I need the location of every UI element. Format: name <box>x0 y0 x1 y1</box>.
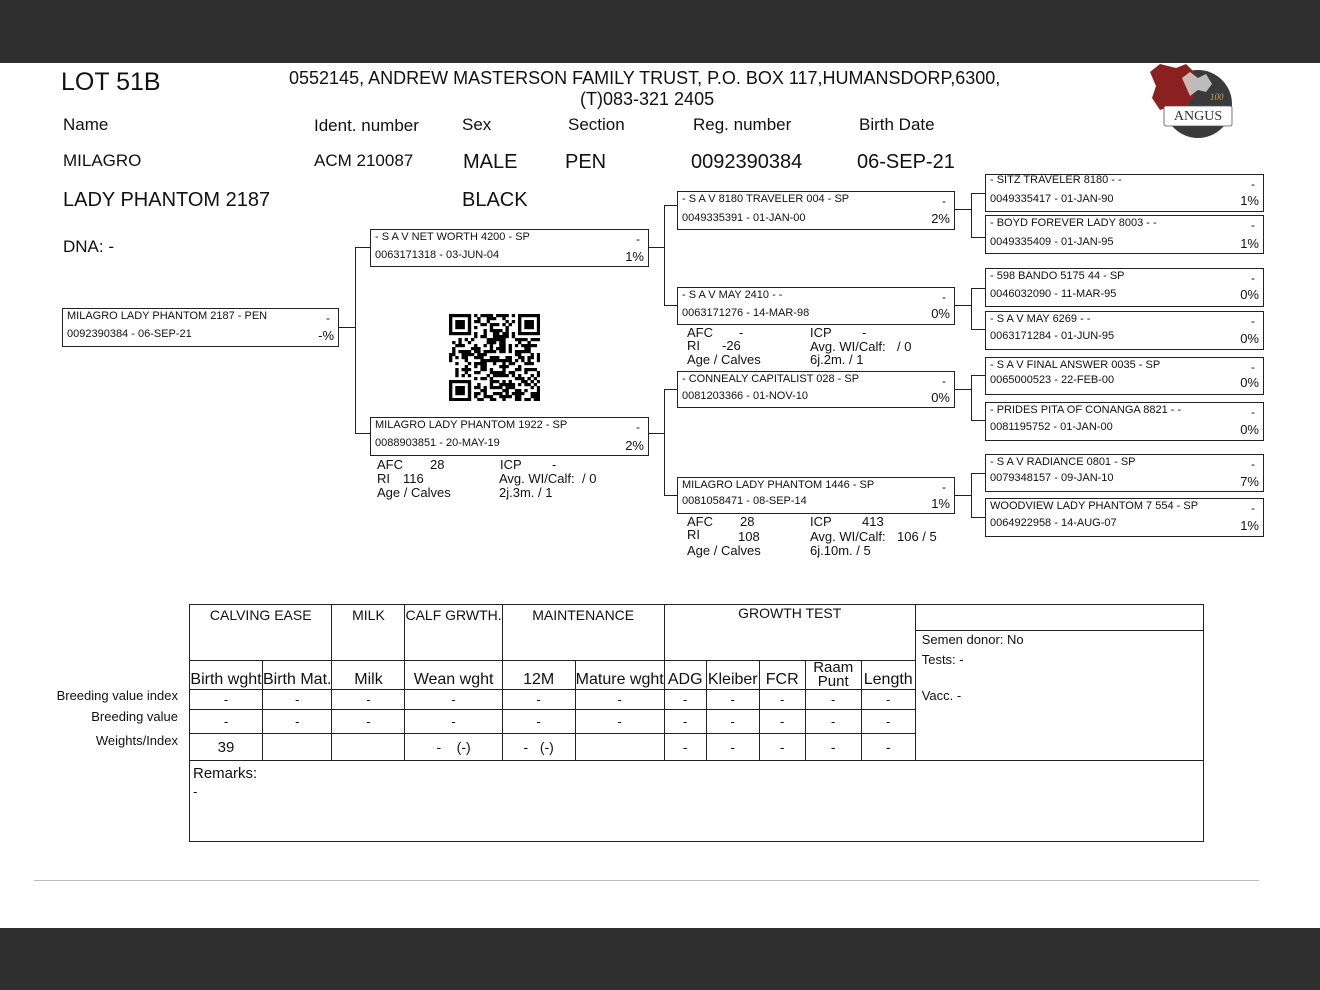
avg-label: Avg. WI/Calf: <box>810 339 886 354</box>
svg-text:100: 100 <box>1210 92 1224 102</box>
birth-date: 06-SEP-21 <box>857 151 955 173</box>
group-calving-ease: CALVING EASE <box>190 605 332 661</box>
bvi-cell: - <box>575 690 664 710</box>
wi-cell <box>575 734 664 761</box>
row-label-bvi: Breeding value index <box>56 688 178 703</box>
wi-cell: - <box>706 734 759 761</box>
percentage: 1% <box>625 249 644 264</box>
breeding-values-table <box>189 604 1204 842</box>
icp-label: ICP <box>810 514 832 529</box>
reg-date: 0081195752 - 01-JAN-00 <box>990 421 1113 433</box>
ri-value: 108 <box>738 529 760 544</box>
dash: - <box>1251 271 1255 285</box>
dash: - <box>942 374 946 388</box>
bottom-bar <box>0 928 1320 990</box>
animal-name-1: MILAGRO <box>63 151 142 170</box>
row-label-bv: Breeding value <box>91 709 178 724</box>
animal-name: - CONNEALY CAPITALIST 028 - SP <box>682 373 860 385</box>
label-reg: Reg. number <box>693 115 792 134</box>
percentage: -% <box>318 328 334 343</box>
animal-name: MILAGRO LADY PHANTOM 2187 - PEN <box>67 310 268 322</box>
percentage: 2% <box>931 211 950 226</box>
age-value: 6j.2m. / 1 <box>810 352 864 367</box>
remarks-text: - <box>193 784 198 799</box>
percentage: 1% <box>931 496 950 511</box>
section-value: PEN <box>565 151 607 173</box>
bv-cell: - <box>502 710 575 734</box>
wi-cell: - (-) <box>502 734 575 761</box>
bvi-cell: - <box>332 690 405 710</box>
col-mature-weight: Mature wght <box>575 661 664 690</box>
reg-date: 0049335391 - 01-JAN-00 <box>682 212 806 224</box>
vaccinations: Vacc. - <box>921 688 962 703</box>
animal-name: - S A V 8180 TRAVELER 004 - SP <box>682 193 850 205</box>
bvi-cell: - <box>805 690 861 710</box>
divider-line <box>34 880 1259 881</box>
lot-number: LOT 51B <box>61 68 161 96</box>
afc-label: AFC <box>687 325 713 340</box>
dash: - <box>636 420 640 434</box>
dash: - <box>942 290 946 304</box>
ri-label: RI <box>687 527 700 542</box>
pedigree-box-g2[interactable] <box>985 215 1264 254</box>
col-milk: Milk <box>332 661 405 690</box>
afc-label: AFC <box>377 457 403 472</box>
icp-label: ICP <box>810 325 832 340</box>
percentage: 2% <box>625 438 644 453</box>
dash: - <box>1251 314 1255 328</box>
pedigree-box-g8[interactable] <box>985 498 1264 537</box>
animal-name: WOODVIEW LADY PHANTOM 7 554 - SP <box>990 500 1199 512</box>
sex-value: MALE <box>463 151 518 173</box>
bv-cell: - <box>575 710 664 734</box>
icp-value: - <box>862 325 867 340</box>
dash: - <box>1251 218 1255 232</box>
percentage: 0% <box>1240 375 1259 390</box>
afc-value: 28 <box>740 514 755 529</box>
label-name: Name <box>63 115 109 134</box>
owner-line-2: (T)083-321 2405 <box>580 89 715 109</box>
pedigree-box-dam-dam[interactable] <box>677 477 955 514</box>
label-sex: Sex <box>462 115 492 134</box>
dash: - <box>942 194 946 208</box>
animal-name: - S A V RADIANCE 0801 - SP <box>990 456 1136 468</box>
reg-date: 0049335417 - 01-JAN-90 <box>990 193 1114 205</box>
ri-value: 116 <box>403 471 424 486</box>
reg-date: 0063171318 - 03-JUN-04 <box>375 249 500 261</box>
bv-cell: - <box>805 710 861 734</box>
col-birth-maternal: Birth Mat. <box>263 661 332 690</box>
reg-date: 0049335409 - 01-JAN-95 <box>990 236 1114 248</box>
col-adg: ADG <box>664 661 706 690</box>
pedigree-box-g7[interactable] <box>985 454 1264 492</box>
animal-name: - S A V MAY 6269 - - <box>990 313 1091 325</box>
label-ident: Ident. number <box>314 116 419 135</box>
col-fcr: FCR <box>759 661 805 690</box>
col-birth-weight: Birth wght <box>190 661 263 690</box>
bv-cell: - <box>332 710 405 734</box>
reg-date: 0081058471 - 08-SEP-14 <box>682 495 807 507</box>
age-label: Age / Calves <box>687 352 761 367</box>
dna-status: DNA: - <box>63 237 114 256</box>
animal-name: - BOYD FOREVER LADY 8003 - - <box>990 217 1157 229</box>
top-bar <box>0 0 1320 63</box>
bv-cell: - <box>263 710 332 734</box>
bvi-cell: - <box>861 690 915 710</box>
color-value: BLACK <box>462 189 528 211</box>
bvi-cell: - <box>706 690 759 710</box>
col-kleiber: Kleiber <box>706 661 759 690</box>
group-calf-growth: CALF GRWTH. <box>405 605 502 661</box>
bv-cell: - <box>190 710 263 734</box>
pedigree-box-sire-dam[interactable] <box>677 287 955 325</box>
group-milk: MILK <box>332 605 405 661</box>
afc-value: - <box>739 325 744 340</box>
remarks-label: Remarks: <box>193 765 258 782</box>
icp-value: - <box>552 457 557 472</box>
reg-date: 0079348157 - 09-JAN-10 <box>990 472 1114 484</box>
pedigree-box-dam[interactable] <box>370 417 649 456</box>
label-birth: Birth Date <box>859 115 935 134</box>
semen-donor: Semen donor: No <box>921 632 1024 647</box>
animal-name: - S A V MAY 2410 - - <box>682 289 783 301</box>
group-growth-test: GROWTH TEST <box>664 605 915 661</box>
bvi-cell: - <box>759 690 805 710</box>
dash: - <box>1251 360 1255 374</box>
pedigree-box-g6[interactable] <box>985 402 1264 441</box>
bv-cell: - <box>706 710 759 734</box>
group-maintenance: MAINTENANCE <box>502 605 664 661</box>
percentage: 7% <box>1240 474 1259 489</box>
tests: Tests: - <box>921 652 964 667</box>
bv-cell: - <box>759 710 805 734</box>
animal-name: MILAGRO LADY PHANTOM 1446 - SP <box>682 479 875 491</box>
reg-date: 0046032090 - 11-MAR-95 <box>990 288 1117 300</box>
pedigree-box-sire[interactable] <box>370 229 649 267</box>
pedigree-box-g5[interactable] <box>985 357 1264 395</box>
bvi-cell: - <box>664 690 706 710</box>
dash: - <box>1251 177 1255 191</box>
age-label: Age / Calves <box>687 543 761 558</box>
wi-cell <box>332 734 405 761</box>
pedigree-box-g4[interactable] <box>985 311 1264 350</box>
reg-number: 0092390384 <box>691 151 803 173</box>
dash: - <box>636 232 640 246</box>
wi-cell: - <box>861 734 915 761</box>
wi-cell: 39 <box>190 734 263 761</box>
bvi-cell: - <box>190 690 263 710</box>
ri-label: RI <box>377 471 390 486</box>
reg-date: 0092390384 - 06-SEP-21 <box>67 328 192 340</box>
dash: - <box>1251 405 1255 419</box>
percentage: 0% <box>1240 287 1259 302</box>
angus-logo <box>1146 62 1234 140</box>
bv-cell: - <box>405 710 502 734</box>
percentage: 0% <box>1240 422 1259 437</box>
bvi-cell: - <box>502 690 575 710</box>
wi-cell: - <box>664 734 706 761</box>
age-label: Age / Calves <box>377 485 451 500</box>
animal-name: - SITZ TRAVELER 8180 - - <box>990 174 1122 186</box>
pedigree-box-subject[interactable] <box>62 308 339 347</box>
percentage: 0% <box>931 306 950 321</box>
qr-code[interactable] <box>449 314 540 401</box>
reg-date: 0081203366 - 01-NOV-10 <box>682 390 808 402</box>
avg-value: / 0 <box>897 339 912 354</box>
percentage: 1% <box>1240 518 1259 533</box>
wi-cell: - <box>805 734 861 761</box>
animal-name: - PRIDES PITA OF CONANGA 8821 - - <box>990 404 1182 416</box>
ri-label: RI <box>687 338 700 353</box>
wi-cell: - <box>759 734 805 761</box>
pedigree-box-g3[interactable] <box>985 268 1264 307</box>
label-section: Section <box>568 115 625 134</box>
icp-value: 413 <box>862 514 884 529</box>
bvi-cell: - <box>263 690 332 710</box>
afc-label: AFC <box>687 514 713 529</box>
avg-label: Avg. WI/Calf: <box>810 529 886 544</box>
age-value: 6j.10m. / 5 <box>810 543 871 558</box>
percentage: 0% <box>1240 331 1259 346</box>
reg-date: 0063171284 - 01-JUN-95 <box>990 330 1115 342</box>
animal-name-2: LADY PHANTOM 2187 <box>63 189 271 211</box>
percentage: 0% <box>931 390 950 405</box>
icp-label: ICP <box>500 457 522 472</box>
reg-date: 0065000523 - 22-FEB-00 <box>990 374 1115 386</box>
pedigree-box-sire-sire[interactable] <box>677 191 955 230</box>
owner-line-1: 0552145, ANDREW MASTERSON FAMILY TRUST, P.O. BOX 117,HUMANSDORP,6300, <box>289 68 1001 88</box>
wi-cell: - (-) <box>405 734 502 761</box>
reg-date: 0088903851 - 20-MAY-19 <box>375 437 500 449</box>
avg-value: 106 / 5 <box>897 529 937 544</box>
remarks-cell <box>190 761 1204 842</box>
reg-date: 0064922958 - 14-AUG-07 <box>990 517 1117 529</box>
age-value: 2j.3m. / 1 <box>499 485 553 500</box>
col-raam-punt: Raam Punt <box>805 661 861 690</box>
col-12m: 12M <box>502 661 575 690</box>
wi-cell <box>263 734 332 761</box>
animal-name: - S A V FINAL ANSWER 0035 - SP <box>990 359 1161 371</box>
dash: - <box>326 311 330 325</box>
dash: - <box>1251 457 1255 471</box>
logo-text: ANGUS <box>1173 109 1223 124</box>
reg-date: 0063171276 - 14-MAR-98 <box>682 307 810 319</box>
afc-value: 28 <box>430 457 445 472</box>
dash: - <box>942 480 946 494</box>
avg-label: Avg. WI/Calf: <box>499 471 575 486</box>
bv-cell: - <box>861 710 915 734</box>
pedigree-box-dam-sire[interactable] <box>677 371 955 408</box>
avg-value: / 0 <box>582 471 597 486</box>
ri-value: -26 <box>722 338 741 353</box>
bvi-cell: - <box>405 690 502 710</box>
percentage: 1% <box>1240 236 1259 251</box>
dash: - <box>1251 501 1255 515</box>
col-wean-weight: Wean wght <box>405 661 502 690</box>
col-length: Length <box>861 661 915 690</box>
animal-name: - S A V NET WORTH 4200 - SP <box>375 231 530 243</box>
pedigree-box-g1[interactable] <box>985 174 1264 212</box>
animal-name: - 598 BANDO 5175 44 - SP <box>990 270 1125 282</box>
row-label-wi: Weights/Index <box>95 733 178 748</box>
bv-cell: - <box>664 710 706 734</box>
animal-name: MILAGRO LADY PHANTOM 1922 - SP <box>375 419 568 431</box>
ident-number: ACM 210087 <box>314 151 414 170</box>
percentage: 1% <box>1240 193 1259 208</box>
